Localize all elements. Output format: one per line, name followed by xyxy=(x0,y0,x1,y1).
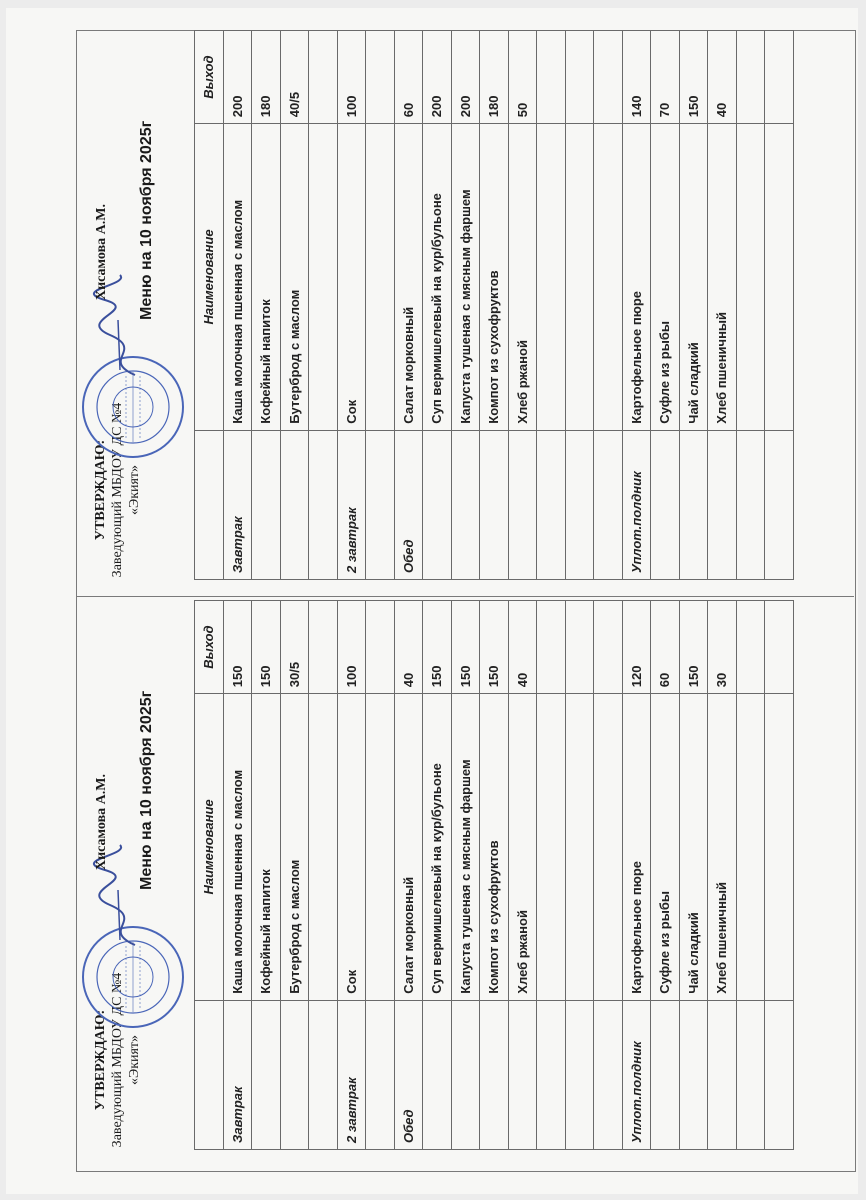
meal-cell xyxy=(451,1000,480,1149)
output-cell: 150 xyxy=(480,601,509,694)
meal-cell xyxy=(651,430,680,579)
output-cell xyxy=(366,31,395,124)
dish-cell: Хлеб ржаной xyxy=(508,124,537,430)
dish-cell: Чай сладкий xyxy=(679,124,708,430)
dish-cell: Хлеб ржаной xyxy=(508,694,537,1000)
menu-title: Меню на 10 ноября 2025г xyxy=(138,690,155,890)
dish-cell: Компот из сухофруктов xyxy=(480,694,509,1000)
meal-cell xyxy=(508,430,537,579)
table-row xyxy=(394,31,423,580)
dish-cell: Картофельное пюре xyxy=(622,694,651,1000)
table-row xyxy=(337,31,366,580)
approve-title: УТВЕРЖДАЮ: xyxy=(93,439,108,541)
table-row xyxy=(423,601,452,1150)
meal-cell xyxy=(423,430,452,579)
meal-cell xyxy=(565,1000,594,1149)
meal-cell xyxy=(765,430,794,579)
meal-cell: Уплот.полдник xyxy=(622,430,651,579)
approve-org: «Экият» xyxy=(127,464,142,516)
meal-cell xyxy=(366,430,395,579)
dish-cell: Кофейный напиток xyxy=(252,694,281,1000)
approve-title: УТВЕРЖДАЮ: xyxy=(93,1009,108,1111)
output-cell: 200 xyxy=(451,31,480,124)
table-row xyxy=(708,31,737,580)
table-row xyxy=(651,601,680,1150)
output-cell xyxy=(309,31,338,124)
output-cell: 120 xyxy=(622,601,651,694)
dish-cell: Хлеб пшеничный xyxy=(708,124,737,430)
meal-cell xyxy=(537,430,566,579)
dish-cell: Бутерброд с маслом xyxy=(280,124,309,430)
output-cell: 40 xyxy=(708,31,737,124)
table-header-row xyxy=(195,601,224,1150)
dish-cell: Суп вермишелевый на кур/бульоне xyxy=(423,124,452,430)
meal-cell xyxy=(423,1000,452,1149)
dish-cell: Суфле из рыбы xyxy=(651,124,680,430)
table-row xyxy=(480,601,509,1150)
table-row xyxy=(366,601,395,1150)
meal-column-header xyxy=(195,430,224,579)
table-row xyxy=(651,31,680,580)
meal-cell xyxy=(736,430,765,579)
table-row xyxy=(252,601,281,1150)
dish-cell xyxy=(736,124,765,430)
table-row xyxy=(223,601,252,1150)
meal-cell xyxy=(736,1000,765,1149)
meal-cell xyxy=(309,1000,338,1149)
signer-name: Хисамова А.М. xyxy=(94,204,109,300)
meal-cell xyxy=(280,430,309,579)
approve-position: Заведующий МБДОУ ДС №4 xyxy=(110,972,125,1148)
table-row xyxy=(679,31,708,580)
table-row xyxy=(708,601,737,1150)
output-cell xyxy=(565,31,594,124)
table-row xyxy=(508,31,537,580)
output-cell: 200 xyxy=(223,31,252,124)
dish-cell xyxy=(537,694,566,1000)
table-row xyxy=(451,31,480,580)
scanned-page xyxy=(6,8,858,1194)
output-cell: 150 xyxy=(679,601,708,694)
dish-cell xyxy=(736,694,765,1000)
output-cell: 150 xyxy=(679,31,708,124)
dish-cell: Хлеб пшеничный xyxy=(708,694,737,1000)
table-row xyxy=(622,601,651,1150)
dish-cell xyxy=(765,124,794,430)
meal-cell xyxy=(594,1000,623,1149)
table-row xyxy=(309,31,338,580)
table-row xyxy=(423,31,452,580)
dish-cell: Капуста тушеная с мясным фаршем xyxy=(451,124,480,430)
dish-cell: Салат морковный xyxy=(394,124,423,430)
table-row xyxy=(565,31,594,580)
dish-cell xyxy=(565,694,594,1000)
table-row xyxy=(252,31,281,580)
approval-header xyxy=(86,690,186,1150)
output-cell xyxy=(736,601,765,694)
dish-cell: Кофейный напиток xyxy=(252,124,281,430)
meal-cell xyxy=(252,430,281,579)
meal-column-header xyxy=(195,1000,224,1149)
dish-cell: Компот из сухофруктов xyxy=(480,124,509,430)
dish-cell: Каша молочная пшенная с маслом xyxy=(223,124,252,430)
menu-table xyxy=(194,30,794,580)
meal-cell xyxy=(252,1000,281,1149)
dish-cell xyxy=(366,124,395,430)
table-row xyxy=(280,601,309,1150)
table-row xyxy=(309,601,338,1150)
output-cell: 140 xyxy=(622,31,651,124)
output-cell: 150 xyxy=(451,601,480,694)
meal-cell xyxy=(594,430,623,579)
meal-cell xyxy=(508,1000,537,1149)
output-cell: 150 xyxy=(423,601,452,694)
table-row xyxy=(736,31,765,580)
output-cell: 100 xyxy=(337,601,366,694)
table-row xyxy=(765,601,794,1150)
meal-cell xyxy=(451,430,480,579)
output-cell: 100 xyxy=(337,31,366,124)
meal-cell xyxy=(480,430,509,579)
table-row xyxy=(451,601,480,1150)
meal-cell: Обед xyxy=(394,1000,423,1149)
output-column-header: Выход xyxy=(195,601,224,694)
table-row xyxy=(223,31,252,580)
output-column-header: Выход xyxy=(195,31,224,124)
table-row xyxy=(508,601,537,1150)
table-row xyxy=(736,601,765,1150)
meal-cell: Завтрак xyxy=(223,1000,252,1149)
output-cell: 60 xyxy=(651,601,680,694)
output-cell: 70 xyxy=(651,31,680,124)
meal-cell xyxy=(280,1000,309,1149)
output-cell: 60 xyxy=(394,31,423,124)
output-cell: 200 xyxy=(423,31,452,124)
meal-cell xyxy=(537,1000,566,1149)
meal-cell xyxy=(309,430,338,579)
dish-cell xyxy=(309,124,338,430)
meal-cell xyxy=(708,430,737,579)
output-cell xyxy=(537,31,566,124)
meal-cell: Уплот.полдник xyxy=(622,1000,651,1149)
output-cell: 180 xyxy=(480,31,509,124)
dish-cell xyxy=(366,694,395,1000)
approval-header xyxy=(86,120,186,580)
dish-cell: Картофельное пюре xyxy=(622,124,651,430)
output-cell: 150 xyxy=(223,601,252,694)
meal-cell xyxy=(565,430,594,579)
output-cell: 40 xyxy=(508,601,537,694)
dish-column-header: Наименование xyxy=(195,694,224,1000)
dish-cell xyxy=(565,124,594,430)
output-cell xyxy=(765,601,794,694)
output-cell: 40/5 xyxy=(280,31,309,124)
dish-cell: Салат морковный xyxy=(394,694,423,1000)
dish-cell: Бутерброд с маслом xyxy=(280,694,309,1000)
dish-cell xyxy=(537,124,566,430)
dish-cell xyxy=(594,694,623,1000)
table-row xyxy=(537,601,566,1150)
meal-cell xyxy=(679,430,708,579)
table-header-row xyxy=(195,31,224,580)
table-row xyxy=(679,601,708,1150)
output-cell: 30 xyxy=(708,601,737,694)
dish-cell: Сок xyxy=(337,124,366,430)
signer-name: Хисамова А.М. xyxy=(94,774,109,870)
output-cell xyxy=(736,31,765,124)
meal-cell: 2 завтрак xyxy=(337,1000,366,1149)
meal-cell xyxy=(765,1000,794,1149)
output-cell xyxy=(765,31,794,124)
output-cell: 150 xyxy=(252,601,281,694)
dish-cell: Каша молочная пшенная с маслом xyxy=(223,694,252,1000)
output-cell: 50 xyxy=(508,31,537,124)
output-cell xyxy=(565,601,594,694)
table-row xyxy=(594,601,623,1150)
meal-cell: Обед xyxy=(394,430,423,579)
output-cell xyxy=(537,601,566,694)
meal-cell xyxy=(708,1000,737,1149)
menu-title: Меню на 10 ноября 2025г xyxy=(138,120,155,320)
meal-cell: Завтрак xyxy=(223,430,252,579)
table-row xyxy=(480,31,509,580)
meal-cell xyxy=(651,1000,680,1149)
table-row xyxy=(337,601,366,1150)
approve-org: «Экият» xyxy=(127,1034,142,1086)
output-cell xyxy=(594,601,623,694)
menu-table xyxy=(194,600,794,1150)
dish-column-header: Наименование xyxy=(195,124,224,430)
dish-cell: Капуста тушеная с мясным фаршем xyxy=(451,694,480,1000)
output-cell: 180 xyxy=(252,31,281,124)
meal-cell xyxy=(366,1000,395,1149)
table-row xyxy=(594,31,623,580)
dish-cell: Суп вермишелевый на кур/бульоне xyxy=(423,694,452,1000)
output-cell: 40 xyxy=(394,601,423,694)
output-cell xyxy=(309,601,338,694)
table-row xyxy=(622,31,651,580)
table-row xyxy=(394,601,423,1150)
dish-cell: Суфле из рыбы xyxy=(651,694,680,1000)
table-row xyxy=(565,601,594,1150)
dish-cell xyxy=(309,694,338,1000)
dish-cell xyxy=(765,694,794,1000)
output-cell xyxy=(366,601,395,694)
table-row xyxy=(280,31,309,580)
output-cell: 30/5 xyxy=(280,601,309,694)
meal-cell xyxy=(679,1000,708,1149)
table-row xyxy=(537,31,566,580)
output-cell xyxy=(594,31,623,124)
approve-position: Заведующий МБДОУ ДС №4 xyxy=(110,402,125,578)
dish-cell: Чай сладкий xyxy=(679,694,708,1000)
dish-cell xyxy=(594,124,623,430)
meal-cell xyxy=(480,1000,509,1149)
menu-panel-right xyxy=(86,0,846,590)
table-row xyxy=(765,31,794,580)
meal-cell: 2 завтрак xyxy=(337,430,366,579)
table-row xyxy=(366,31,395,580)
dish-cell: Сок xyxy=(337,694,366,1000)
